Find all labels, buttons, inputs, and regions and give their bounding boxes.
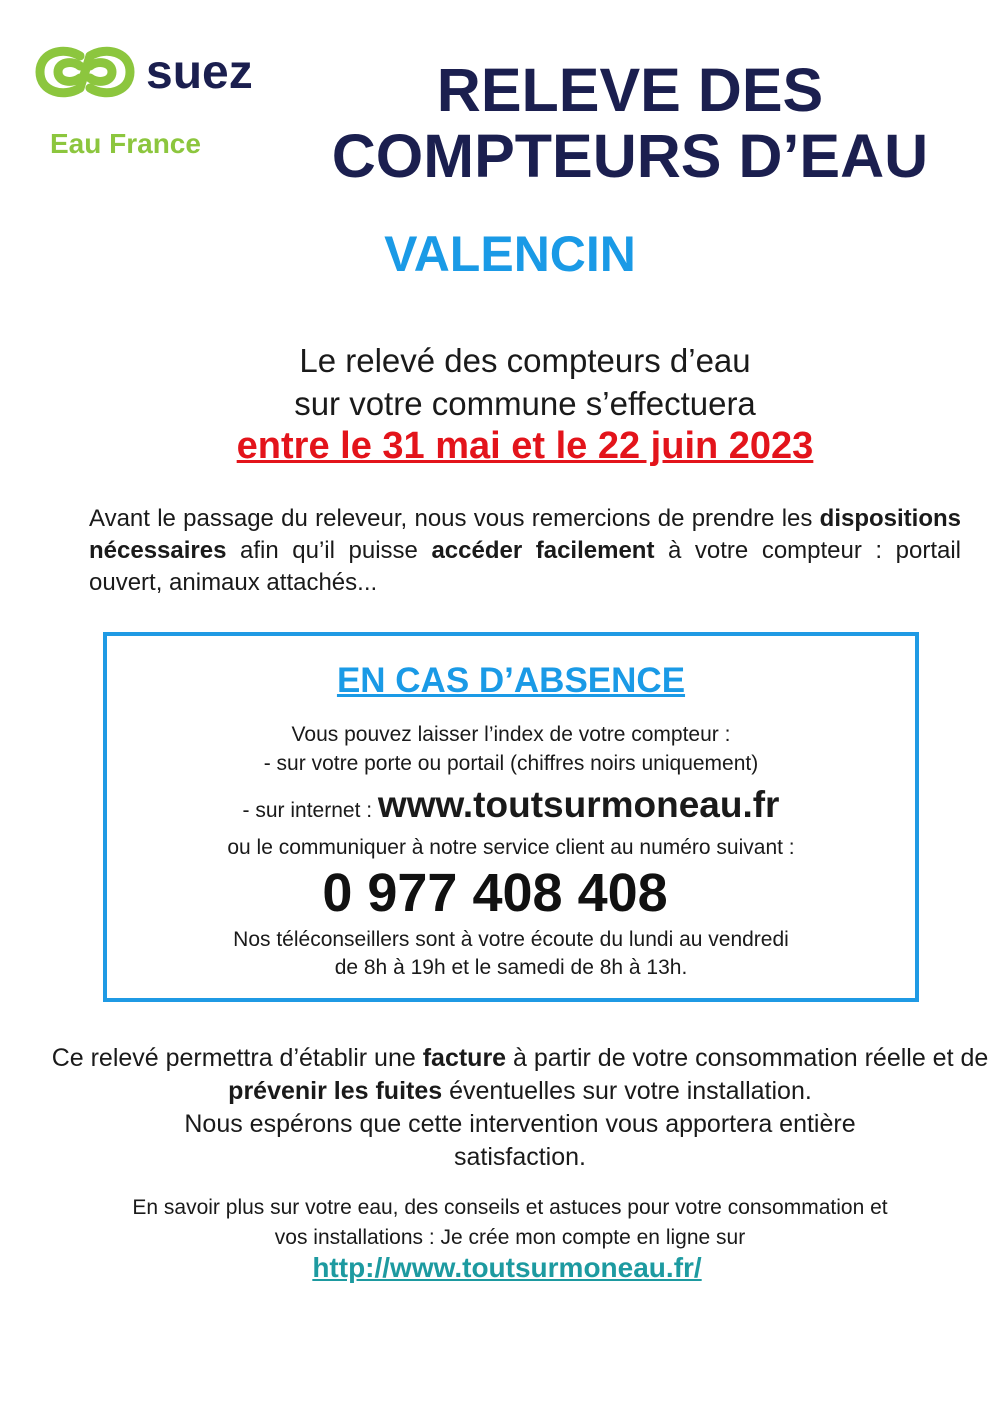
para1-text-3: à votre compteur : portail ouvert, animaux attachés... bbox=[89, 537, 962, 596]
page-title bbox=[330, 57, 930, 189]
para1-text-2: afin qu’il puisse bbox=[226, 537, 432, 564]
billing-paragraph bbox=[0, 1042, 1000, 1174]
brand-name: suez bbox=[146, 46, 253, 99]
more-info-line-2: vos installations : Je crée mon compte en ligne sur bbox=[274, 1226, 746, 1249]
para1-bold-2: accéder facilement bbox=[431, 537, 655, 564]
title-line-2: COMPTEURS D’EAU bbox=[331, 122, 929, 190]
intro-line-2: sur votre commune s’effectuera bbox=[294, 385, 756, 422]
para2-line-1 bbox=[0, 1042, 1000, 1108]
website-link[interactable]: http://www.toutsurmoneau.fr/ bbox=[312, 1252, 702, 1283]
absence-line-2: - sur votre porte ou portail (chiffres noirs uniquement) bbox=[263, 752, 759, 775]
absence-line-6: de 8h à 19h et le samedi de 8h à 13h. bbox=[334, 956, 688, 979]
website-url[interactable]: www.toutsurmoneau.fr bbox=[377, 784, 780, 825]
access-instructions bbox=[89, 503, 961, 599]
suez-swirl-icon bbox=[40, 51, 130, 93]
para1-text-1: Avant le passage du releveur, nous vous remercions de prendre les bbox=[89, 505, 820, 532]
title-line-1: RELEVE DES bbox=[436, 56, 824, 124]
para2-line-2: Nous espérons que cette intervention vous apportera entière satisfaction. bbox=[184, 1110, 856, 1171]
para2-text-2: à partir de votre consommation réelle et de bbox=[506, 1044, 989, 1072]
para2-text-3: éventuelles sur votre installation. bbox=[442, 1077, 812, 1105]
reading-dates: entre le 31 mai et le 22 juin 2023 bbox=[236, 425, 814, 467]
para2-bold-1: facture bbox=[422, 1044, 507, 1072]
subbrand-label: Eau France bbox=[50, 128, 201, 159]
para2-bold-2: prévenir les fuites bbox=[228, 1077, 443, 1105]
internet-prefix: - sur internet : bbox=[242, 799, 378, 822]
para1-bold-1: dispositions nécessaires bbox=[89, 505, 961, 564]
absence-line-4: ou le communiquer à notre service client au numéro suivant : bbox=[227, 836, 795, 859]
phone-number[interactable]: 0 977 408 408 bbox=[322, 863, 668, 923]
absence-box bbox=[103, 632, 919, 1002]
absence-line-1: Vous pouvez laisser l’index de votre compteur : bbox=[291, 723, 731, 746]
city-name: VALENCIN bbox=[384, 226, 636, 282]
suez-logo bbox=[34, 38, 314, 108]
absence-title: EN CAS D’ABSENCE bbox=[336, 661, 686, 700]
intro-line-1: Le relevé des compteurs d’eau bbox=[299, 342, 751, 379]
more-info-paragraph bbox=[0, 1193, 1000, 1253]
absence-line-3 bbox=[107, 784, 915, 826]
para2-text-1: Ce relevé permettra d’établir une bbox=[51, 1044, 423, 1072]
intro-block bbox=[0, 339, 1000, 468]
more-info-line-1: En savoir plus sur votre eau, des conseils et astuces pour votre consommation et bbox=[132, 1196, 888, 1219]
absence-line-5: Nos téléconseillers sont à votre écoute du lundi au vendredi bbox=[233, 928, 789, 951]
